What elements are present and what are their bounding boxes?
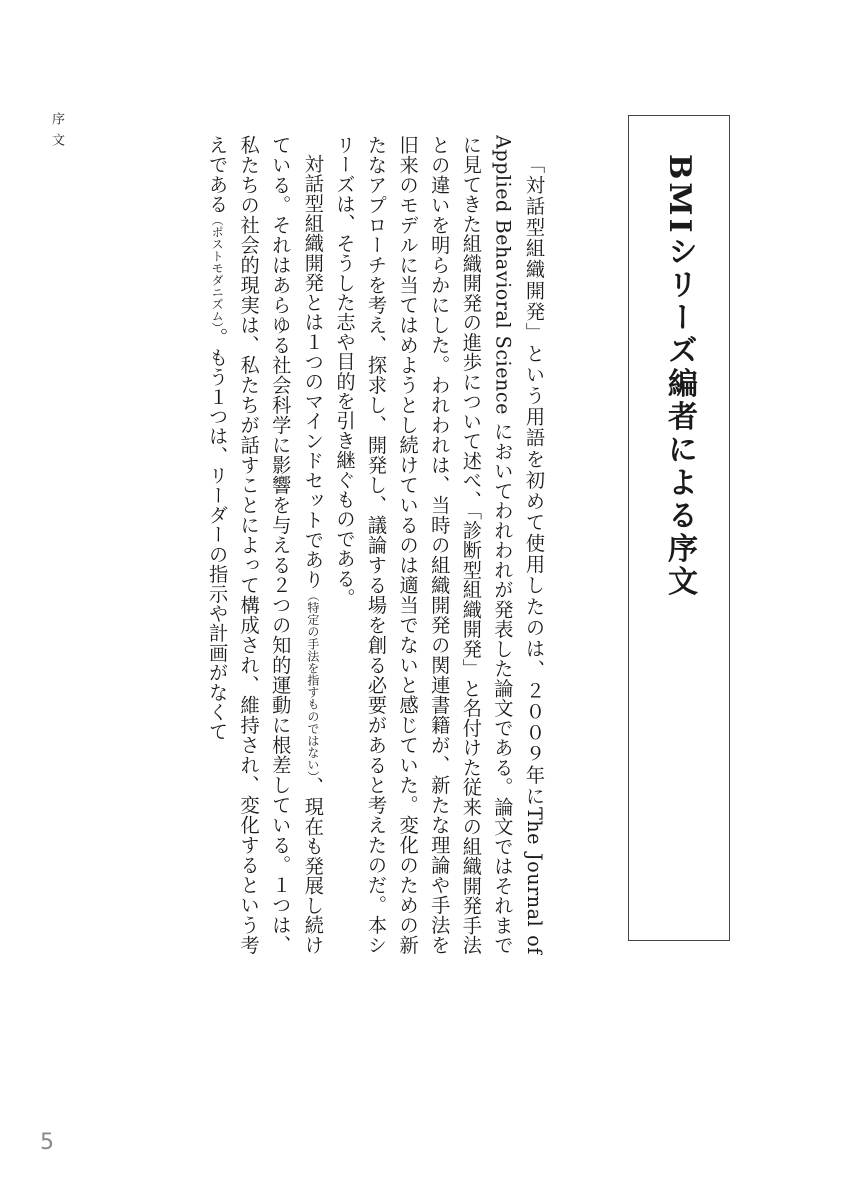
page-title: BMIシリーズ編者による序文 (662, 154, 697, 599)
paragraph-1 (329, 135, 550, 955)
page-number: 5 (40, 1130, 54, 1155)
paragraph-2-text-b: 、現在も発展し続けている。それはあらゆる社会科学に影響を与える２つの知的運動に根差している。１つは、私たちの社会的現実は、私たちが話すことによって構成され、維持され、変化するという考えである (206, 135, 325, 955)
body-text (150, 135, 550, 955)
paragraph-2 (200, 135, 328, 955)
paragraph-1-text: 「対話型組織開発」という用語を初めて使用したのは、２００９年にThe Journal of Applied Behavioral Science においてわれわれが発表した論文である。論文ではそれまでに見てきた組織開発の進歩について述べ、「診断型組織開発」と名付けた従来の組織開発手法との違いを明らかにした。われわれは、当時の組織開発の関連書籍が、新たな理論や手法を旧来のモデルに当てはめようとし続けているのは適当でないと感じていた。変化のための新たなアプローチを考え、探求し、開発し、議論する場を創る必要があると考えたのだ。本シリーズは、そうした志や目的を引き継ぐものである。 (333, 135, 546, 955)
paragraph-2-text-a: 対話型組織開発とは１つのマインドセットであり (301, 154, 325, 590)
title-box (628, 115, 730, 941)
paragraph-2-text-c: 。もう１つは、リーダーの指示や計画がなくて (206, 327, 230, 742)
parenthetical-note-1: （特定の手法を指すものではない） (305, 589, 320, 777)
running-head: 序文 (49, 112, 64, 154)
parenthetical-note-2: （ポストモダニズム） (210, 213, 225, 328)
